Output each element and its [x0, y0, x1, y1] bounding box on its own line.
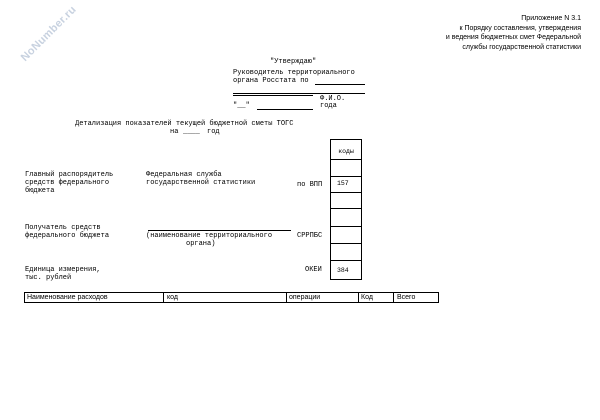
appendix-header — [446, 14, 581, 52]
okei-code-cell: 384 — [330, 260, 362, 280]
codes-cell-empty-4 — [330, 243, 362, 261]
okei-label: ОКЕИ — [305, 266, 322, 274]
appendix-line-3: и ведения бюджетных смет Федеральной — [445, 34, 581, 41]
vpp-code-cell: 157 — [330, 176, 362, 193]
recipient-label-line-2: федерального бюджета — [25, 232, 110, 240]
unit-label-line-2: тыс. рублей — [25, 274, 72, 282]
codes-cell-empty-3 — [330, 208, 362, 227]
manager-label-line-3: бюджета — [25, 187, 55, 195]
col-code-2: Код — [361, 294, 373, 301]
service-name-line-1: Федеральная служба — [146, 171, 222, 179]
date-year-label: года — [320, 102, 337, 110]
org-name-line — [148, 230, 291, 231]
srrpbs-label: СРРПБС — [297, 232, 323, 240]
col-divider — [393, 293, 394, 303]
signature-line — [233, 95, 313, 96]
title-on: на — [170, 128, 179, 136]
appendix-line-2: к Порядку составления, утверждения — [459, 24, 581, 32]
col-expense-name: Наименование расходов — [27, 294, 108, 301]
expenses-table-header — [24, 292, 439, 303]
approval-blank-line — [233, 93, 365, 94]
codes-cell-empty-2 — [330, 192, 362, 209]
fio-label: Ф.И.О. — [320, 95, 346, 103]
date-day: "__" — [233, 102, 250, 110]
col-operations: операции — [289, 294, 321, 301]
title-year-blank: ____ — [183, 128, 200, 136]
col-code: код — [167, 294, 178, 301]
title-year: год — [207, 128, 220, 136]
service-name-line-2: государственной статистики — [146, 179, 256, 187]
col-divider — [163, 293, 164, 303]
col-total: Всего — [397, 294, 416, 301]
codes-cell-empty-1 — [330, 159, 362, 177]
org-name-caption-line-2: органа) — [186, 240, 216, 248]
recipient-label-line-1: Получатель средств — [25, 224, 101, 232]
appendix-line-4: службы государственной статистики — [462, 43, 581, 51]
appendix-line-1: Приложение N 3.1 — [521, 15, 581, 22]
org-name-caption-line-1: (наименование территориального — [146, 232, 273, 240]
approval-heading: "Утверждаю" — [270, 58, 317, 66]
region-blank-line — [315, 84, 365, 85]
watermark: NoNumber.ru — [18, 3, 79, 64]
approval-head-line-2: органа Росстата по — [233, 77, 309, 85]
manager-label-line-2: средств федерального — [25, 179, 110, 187]
manager-label-line-1: Главный распорядитель — [25, 171, 114, 179]
srrpbs-code-cell — [330, 226, 362, 244]
col-divider — [286, 293, 287, 303]
date-month-line — [257, 109, 313, 110]
document-title: Детализация показателей текущей бюджетной сметы ТОГС — [75, 120, 294, 128]
unit-label-line-1: Единица измерения, — [25, 266, 101, 274]
vpp-label: по ВПП — [297, 181, 323, 189]
col-divider — [358, 293, 359, 303]
approval-head-line-1: Руководитель территориального — [233, 69, 355, 77]
codes-header-cell: коды — [330, 139, 362, 160]
